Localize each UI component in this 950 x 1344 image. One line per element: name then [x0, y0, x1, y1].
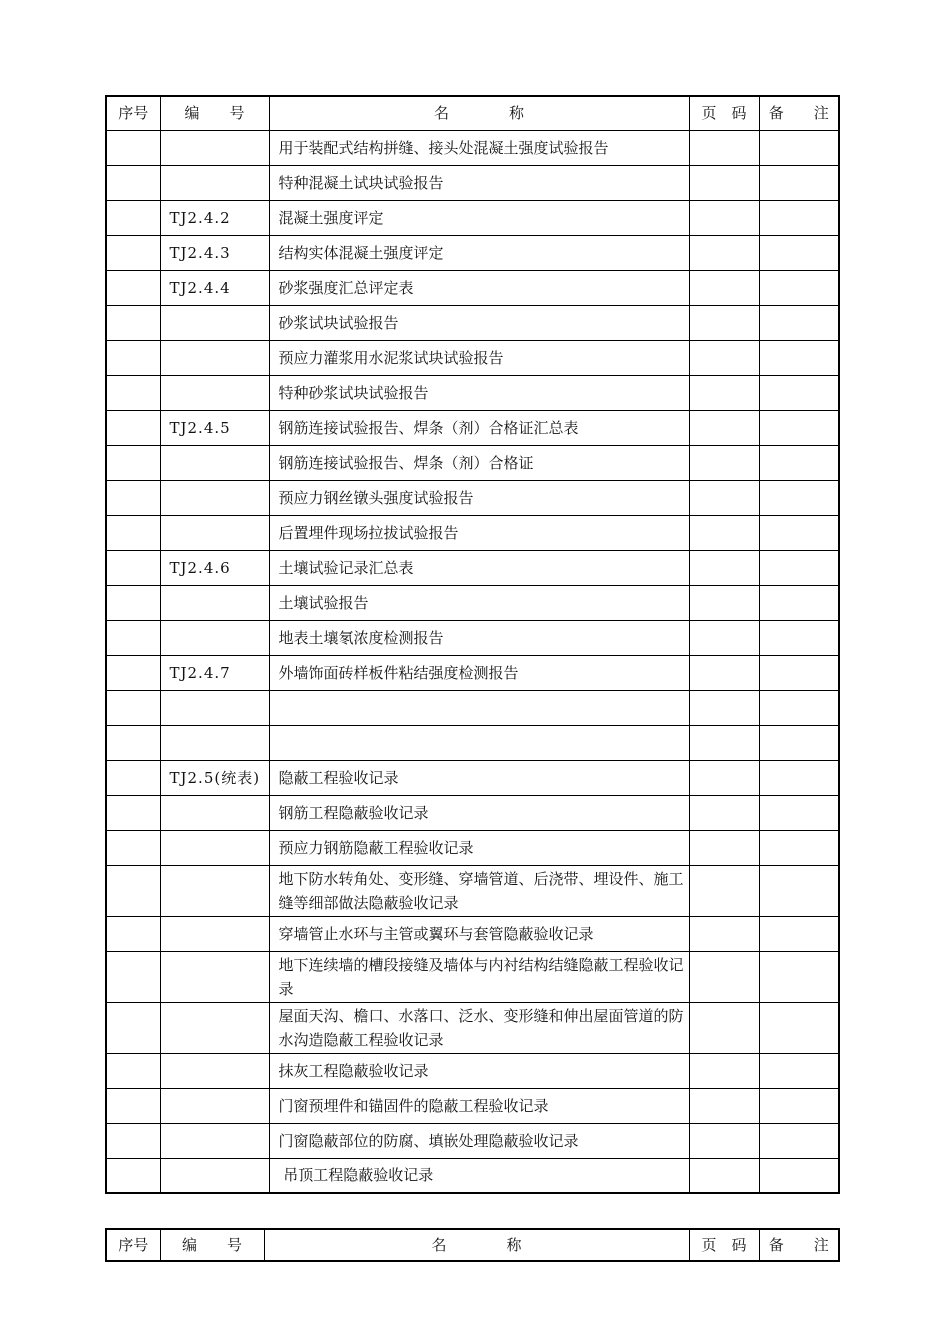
- cell-code: [160, 951, 269, 1002]
- cell-name: 钢筋连接试验报告、焊条（剂）合格证汇总表: [269, 410, 689, 445]
- cell-name: 结构实体混凝土强度评定: [269, 235, 689, 270]
- table-row: [106, 165, 839, 200]
- cell-name: 混凝土强度评定: [269, 200, 689, 235]
- cell-name: 用于装配式结构拼缝、接头处混凝土强度试验报告: [269, 130, 689, 165]
- cell-seq: [106, 305, 160, 340]
- cell-note: [759, 1053, 839, 1088]
- cell-name: 外墙饰面砖样板件粘结强度检测报告: [269, 655, 689, 690]
- cell-name: 砂浆试块试验报告: [269, 305, 689, 340]
- cell-note: [759, 655, 839, 690]
- cell-code: [160, 1053, 269, 1088]
- cell-seq: [106, 445, 160, 480]
- cell-note: [759, 865, 839, 916]
- table-row: [106, 585, 839, 620]
- table-row: [106, 655, 839, 690]
- cell-page: [689, 760, 759, 795]
- cell-name: 预应力灌浆用水泥浆试块试验报告: [269, 340, 689, 375]
- cell-note: [759, 445, 839, 480]
- cell-page: [689, 1088, 759, 1123]
- cell-page: [689, 830, 759, 865]
- cell-page: [689, 410, 759, 445]
- cell-name: 地表土壤氡浓度检测报告: [269, 620, 689, 655]
- table-row: [106, 200, 839, 235]
- cell-seq: [106, 865, 160, 916]
- cell-code: TJ2.5(统表): [160, 760, 269, 795]
- cell-seq: [106, 830, 160, 865]
- cell-page: [689, 165, 759, 200]
- header-name: 名 称: [269, 96, 689, 130]
- cell-seq: [106, 690, 160, 725]
- header-note: 备 注: [759, 1229, 839, 1261]
- table-row: [106, 480, 839, 515]
- table-row: [106, 235, 839, 270]
- cell-name: 钢筋连接试验报告、焊条（剂）合格证: [269, 445, 689, 480]
- cell-name: 门窗隐蔽部位的防腐、填嵌处理隐蔽验收记录: [269, 1123, 689, 1158]
- cell-code: [160, 1158, 269, 1193]
- cell-seq: [106, 375, 160, 410]
- index-table: [105, 95, 840, 1194]
- header-note: 备 注: [759, 96, 839, 130]
- cell-code: [160, 305, 269, 340]
- cell-seq: [106, 480, 160, 515]
- table-row: [106, 1088, 839, 1123]
- cell-seq: [106, 795, 160, 830]
- cell-name: 门窗预埋件和锚固件的隐蔽工程验收记录: [269, 1088, 689, 1123]
- cell-page: [689, 305, 759, 340]
- table-row: [106, 270, 839, 305]
- cell-page: [689, 725, 759, 760]
- header-name: 名 称: [264, 1229, 689, 1261]
- cell-note: [759, 760, 839, 795]
- cell-page: [689, 340, 759, 375]
- cell-name: [269, 725, 689, 760]
- table-row: [106, 830, 839, 865]
- cell-note: [759, 480, 839, 515]
- cell-note: [759, 725, 839, 760]
- cell-note: [759, 1002, 839, 1053]
- table-row: [106, 1002, 839, 1053]
- cell-page: [689, 235, 759, 270]
- cell-page: [689, 445, 759, 480]
- cell-seq: [106, 916, 160, 951]
- cell-note: [759, 375, 839, 410]
- cell-seq: [106, 1088, 160, 1123]
- header-seq: 序号: [106, 1229, 160, 1261]
- table-row: [106, 515, 839, 550]
- table-row: [106, 550, 839, 585]
- cell-note: [759, 916, 839, 951]
- cell-code: TJ2.4.6: [160, 550, 269, 585]
- cell-note: [759, 410, 839, 445]
- cell-note: [759, 165, 839, 200]
- table-row: [106, 410, 839, 445]
- cell-page: [689, 1002, 759, 1053]
- table-row: [106, 760, 839, 795]
- header-seq: 序号: [106, 96, 160, 130]
- cell-code: [160, 375, 269, 410]
- table-header-row: [106, 96, 839, 130]
- cell-note: [759, 690, 839, 725]
- cell-name: 预应力钢筋隐蔽工程验收记录: [269, 830, 689, 865]
- cell-code: [160, 1002, 269, 1053]
- cell-name: 特种砂浆试块试验报告: [269, 375, 689, 410]
- cell-code: TJ2.4.3: [160, 235, 269, 270]
- cell-code: [160, 725, 269, 760]
- cell-note: [759, 550, 839, 585]
- cell-code: [160, 445, 269, 480]
- table-row: [106, 130, 839, 165]
- cell-page: [689, 916, 759, 951]
- cell-seq: [106, 1123, 160, 1158]
- header-page: 页 码: [689, 1229, 759, 1261]
- cell-seq: [106, 515, 160, 550]
- cell-code: [160, 130, 269, 165]
- cell-seq: [106, 340, 160, 375]
- cell-page: [689, 585, 759, 620]
- cell-seq: [106, 235, 160, 270]
- cell-seq: [106, 620, 160, 655]
- table-row: [106, 305, 839, 340]
- cell-code: TJ2.4.4: [160, 270, 269, 305]
- cell-note: [759, 620, 839, 655]
- cell-seq: [106, 1158, 160, 1193]
- cell-page: [689, 375, 759, 410]
- cell-name: 砂浆强度汇总评定表: [269, 270, 689, 305]
- cell-seq: [106, 200, 160, 235]
- cell-note: [759, 585, 839, 620]
- cell-page: [689, 655, 759, 690]
- cell-seq: [106, 725, 160, 760]
- cell-note: [759, 200, 839, 235]
- table-row: [106, 340, 839, 375]
- cell-seq: [106, 760, 160, 795]
- table-row: [106, 1053, 839, 1088]
- table-header-row: [106, 1229, 839, 1261]
- header-page: 页 码: [689, 96, 759, 130]
- cell-code: TJ2.4.7: [160, 655, 269, 690]
- cell-code: [160, 620, 269, 655]
- cell-name: 后置埋件现场拉拔试验报告: [269, 515, 689, 550]
- table-row: [106, 795, 839, 830]
- cell-page: [689, 515, 759, 550]
- cell-page: [689, 865, 759, 916]
- table-row: [106, 951, 839, 1002]
- cell-name: 隐蔽工程验收记录: [269, 760, 689, 795]
- cell-seq: [106, 550, 160, 585]
- cell-page: [689, 951, 759, 1002]
- cell-code: [160, 916, 269, 951]
- cell-page: [689, 620, 759, 655]
- cell-name: 吊顶工程隐蔽验收记录: [269, 1158, 689, 1193]
- table-row: [106, 916, 839, 951]
- cell-seq: [106, 165, 160, 200]
- cell-name: 土壤试验记录汇总表: [269, 550, 689, 585]
- table-row: [106, 375, 839, 410]
- cell-code: [160, 480, 269, 515]
- cell-name: 穿墙管止水环与主管或翼环与套管隐蔽验收记录: [269, 916, 689, 951]
- cell-seq: [106, 585, 160, 620]
- index-table-body: [106, 96, 839, 1193]
- cell-name: 地下防水转角处、变形缝、穿墙管道、后浇带、埋设件、施工缝等细部做法隐蔽验收记录: [269, 865, 689, 916]
- cell-name: 抹灰工程隐蔽验收记录: [269, 1053, 689, 1088]
- cell-page: [689, 1123, 759, 1158]
- cell-seq: [106, 655, 160, 690]
- cell-code: [160, 865, 269, 916]
- cell-code: [160, 690, 269, 725]
- cell-code: TJ2.4.5: [160, 410, 269, 445]
- cell-page: [689, 795, 759, 830]
- cell-seq: [106, 270, 160, 305]
- cell-note: [759, 515, 839, 550]
- cell-note: [759, 1123, 839, 1158]
- cell-note: [759, 1088, 839, 1123]
- cell-code: TJ2.4.2: [160, 200, 269, 235]
- header-code: 编 号: [160, 96, 269, 130]
- cell-seq: [106, 130, 160, 165]
- cell-name: 特种混凝土试块试验报告: [269, 165, 689, 200]
- cell-page: [689, 200, 759, 235]
- cell-seq: [106, 951, 160, 1002]
- table-row: [106, 690, 839, 725]
- table-row: [106, 620, 839, 655]
- cell-name: 预应力钢丝镦头强度试验报告: [269, 480, 689, 515]
- cell-page: [689, 550, 759, 585]
- cell-seq: [106, 1053, 160, 1088]
- cell-code: [160, 585, 269, 620]
- cell-note: [759, 1158, 839, 1193]
- cell-note: [759, 830, 839, 865]
- cell-name: 地下连续墙的槽段接缝及墙体与内衬结构结缝隐蔽工程验收记录: [269, 951, 689, 1002]
- cell-page: [689, 1053, 759, 1088]
- cell-code: [160, 165, 269, 200]
- cell-note: [759, 340, 839, 375]
- cell-page: [689, 690, 759, 725]
- cell-note: [759, 305, 839, 340]
- cell-page: [689, 270, 759, 305]
- cell-code: [160, 795, 269, 830]
- table-row: [106, 445, 839, 480]
- cell-note: [759, 235, 839, 270]
- table-row: [106, 1123, 839, 1158]
- cell-name: 钢筋工程隐蔽验收记录: [269, 795, 689, 830]
- cell-code: [160, 830, 269, 865]
- cell-code: [160, 1123, 269, 1158]
- table-row: [106, 725, 839, 760]
- cell-page: [689, 480, 759, 515]
- cell-name: 屋面天沟、檐口、水落口、泛水、变形缝和伸出屋面管道的防水沟造隐蔽工程验收记录: [269, 1002, 689, 1053]
- cell-code: [160, 1088, 269, 1123]
- cell-note: [759, 130, 839, 165]
- cell-note: [759, 951, 839, 1002]
- table-row: [106, 1158, 839, 1193]
- header-code: 编 号: [160, 1229, 264, 1261]
- cell-page: [689, 130, 759, 165]
- cell-note: [759, 795, 839, 830]
- table-row: [106, 865, 839, 916]
- index-table-continued: [105, 1228, 840, 1262]
- cell-name: [269, 690, 689, 725]
- cell-name: 土壤试验报告: [269, 585, 689, 620]
- cell-code: [160, 340, 269, 375]
- cell-note: [759, 270, 839, 305]
- cell-seq: [106, 410, 160, 445]
- cell-code: [160, 515, 269, 550]
- cell-seq: [106, 1002, 160, 1053]
- cell-page: [689, 1158, 759, 1193]
